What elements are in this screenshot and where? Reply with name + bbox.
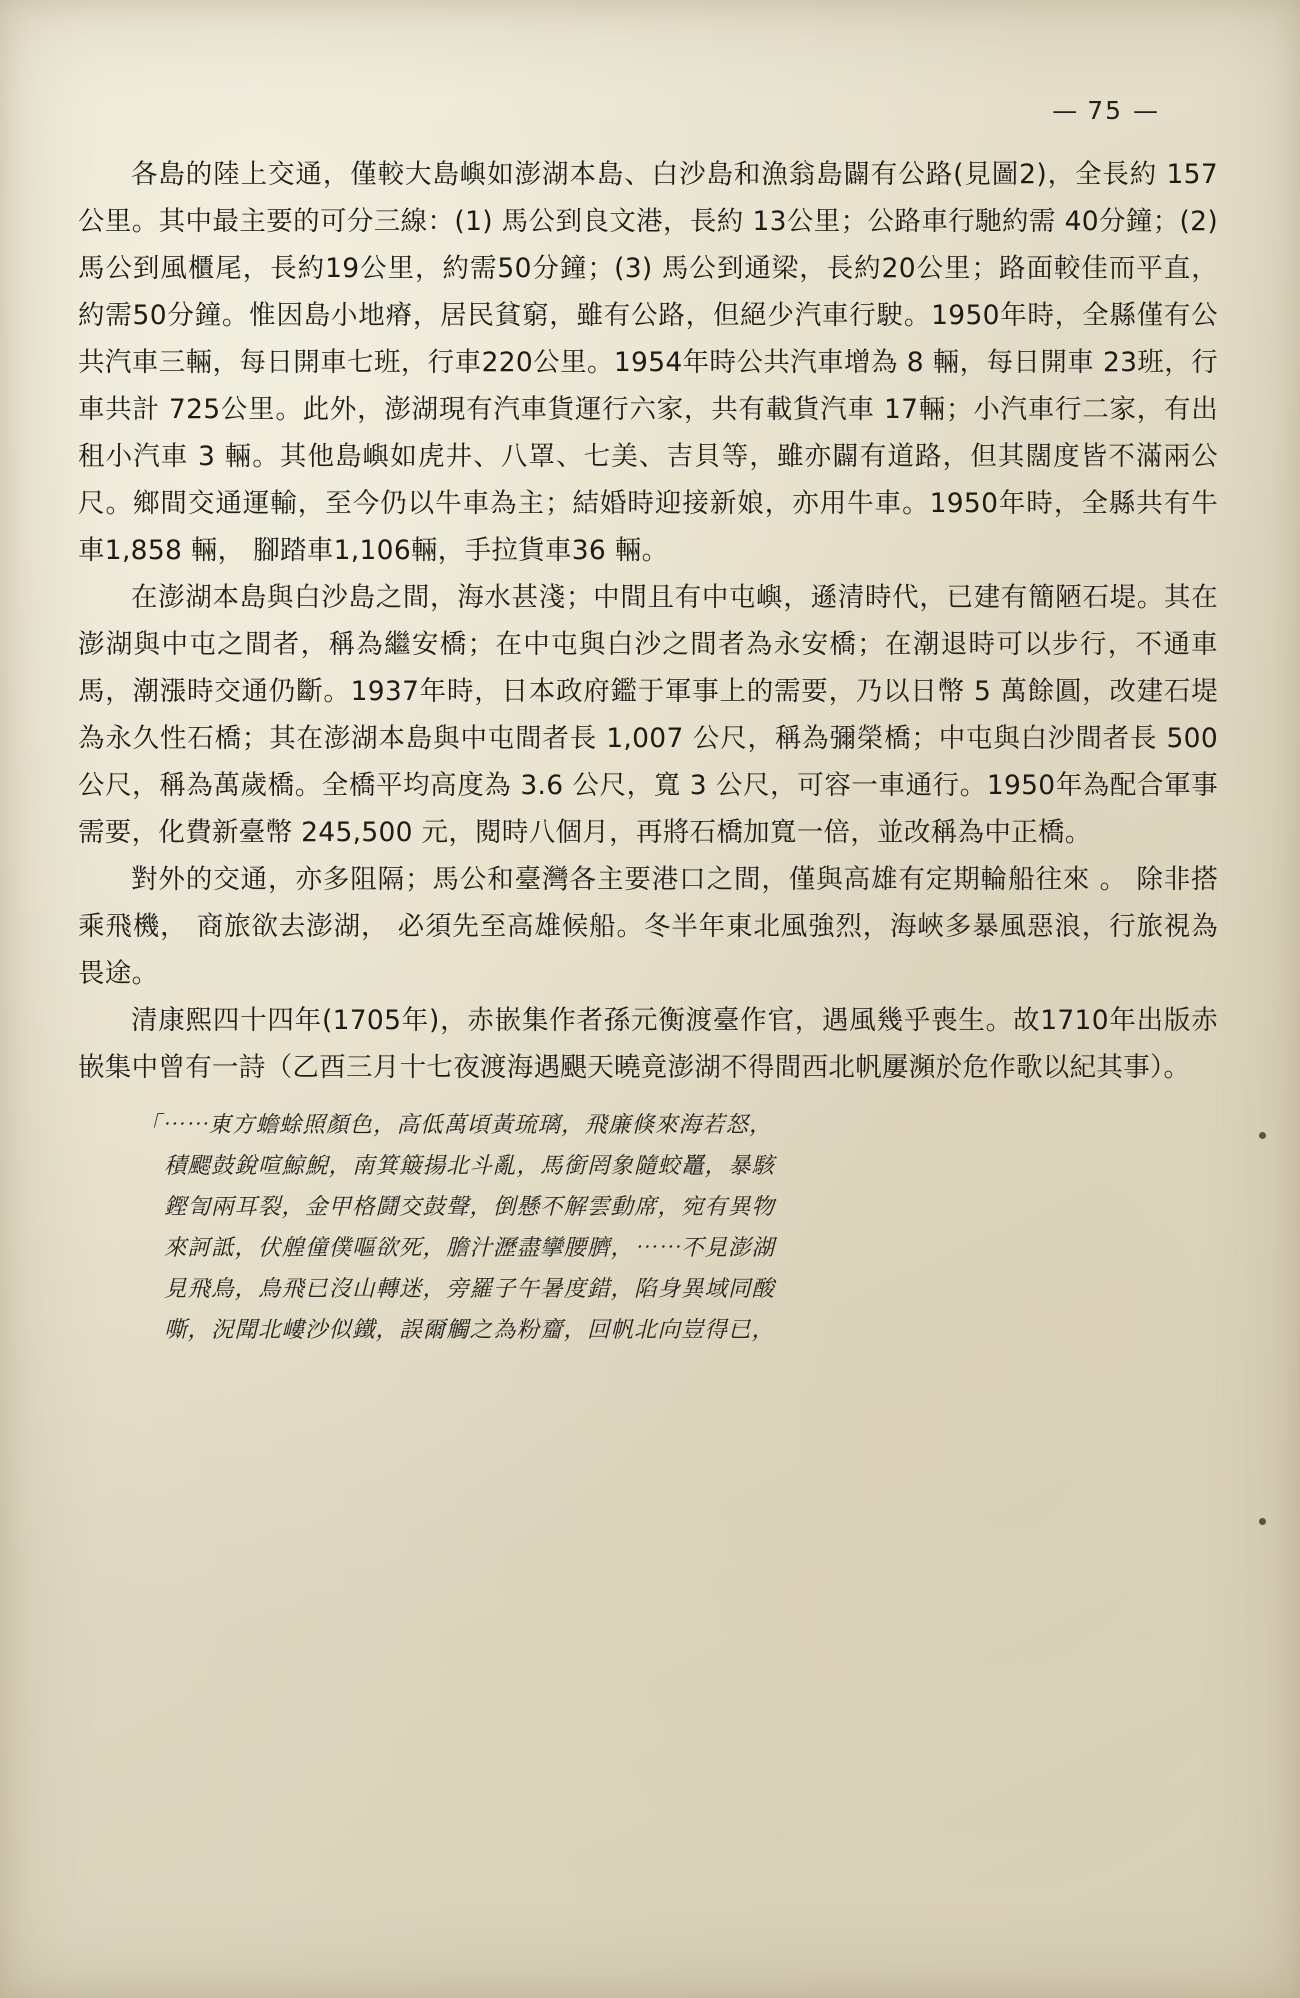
page-content bbox=[78, 96, 1218, 1351]
poem-line: 「⋯⋯東方蟾蜍照顏色，高低萬頃黃琉璃，飛廉倏來海若怒， bbox=[138, 1112, 773, 1138]
poem-line: 嘶，況聞北嶁沙似鐵，誤爾觸之為粉齏，回帆北向豈得已， bbox=[164, 1317, 776, 1343]
poem-line: 來訶詆，伏艎僮僕嘔欲死，膽汁瀝盡攣腰臍，⋯⋯不見澎湖 bbox=[164, 1235, 776, 1261]
paragraph-bridges: 在澎湖本島與白沙島之間，海水甚淺；中間且有中屯嶼，遜清時代，已建有簡陋石堤。其在澎湖與中屯之間者，稱為繼安橋；在中屯與白沙之間者為永安橋；在潮退時可以步行，不通車馬，潮漲時交通仍斷。1937年時，日本政府鑑于軍事上的需要，乃以日幣 5 萬餘圓，改建石堤為永久性石橋；其在澎湖本島與中屯間者長 1,007 公尺，稱為彌榮橋；中屯與白沙間者長 500 公尺，稱為萬歲橋。全橋平均高度為 3.6 公尺，寬 3 公尺，可容一車通行。1950年為配合軍事需要，化費新臺幣 245,500 元，閱時八個月，再將石橋加寬一倍，並改稱為中正橋。 bbox=[78, 582, 1218, 848]
poem-line: 積颸鼓銳喧鯨鯢，南箕簸揚北斗亂，馬銜罔象隨蛟鼉，暴駭 bbox=[164, 1153, 776, 1179]
margin-dot-upper bbox=[1259, 1132, 1266, 1139]
page-number-left-dash: — bbox=[1052, 96, 1078, 125]
paragraph-land-transport: 各島的陸上交通，僅較大島嶼如澎湖本島、白沙島和漁翁島闢有公路(見圖2)，全長約 157 公里。其中最主要的可分三線：(1) 馬公到良文港，長約 13公里；公路車行馳約需 40分鐘；(2) 馬公到風櫃尾，長約19公里，約需50分鐘；(3) 馬公到通梁，長約20公里；路面較佳而平直，約需50分鐘。惟因島小地瘠，居民貧窮，雖有公路，但絕少汽車行駛。1950年時，全縣僅有公共汽車三輛，每日開車七班，行車220公里。1954年時公共汽車增為 8 輛，每日開車 23班，行車共計 725公里。此外，澎湖現有汽車貨運行六家，共有載貨汽車 17輛；小汽車行二家，有出租小汽車 3 輛。其他島嶼如虎井、八罩、七美、吉貝等，雖亦闢有道路，但其闊度皆不滿兩公尺。鄉間交通運輸，至今仍以牛車為主；結婚時迎接新娘，亦用牛車。1950年時，全縣共有牛車1,858 輛， 腳踏車1,106輛，手拉貨車36 輛。 bbox=[78, 159, 1218, 566]
quoted-poem bbox=[78, 1105, 1218, 1351]
poem-line: 鏗訇兩耳裂，金甲格鬪交鼓聲，倒懸不解雲動席，宛有異物 bbox=[164, 1194, 776, 1220]
paragraph-qing-kangxi: 清康熙四十四年(1705年)，赤嵌集作者孫元衡渡臺作官，遇風幾乎喪生。故1710年出版赤嵌集中曾有一詩（乙酉三月十七夜渡海遇颶天曉竟澎湖不得間西北帆屢瀕於危作歌以紀其事）。 bbox=[78, 1005, 1218, 1083]
body-text-block bbox=[78, 151, 1218, 1091]
page-number: 75 bbox=[1087, 96, 1124, 125]
poem-line: 見飛鳥，鳥飛已沒山轉迷，旁羅子午暑度錯，陷身異域同酸 bbox=[164, 1276, 776, 1302]
margin-dot-lower bbox=[1259, 1518, 1266, 1525]
paragraph-external-transport: 對外的交通，亦多阻隔；馬公和臺灣各主要港口之間，僅與高雄有定期輪船往來 。 除非搭乘飛機， 商旅欲去澎湖， 必須先至高雄候船。冬半年東北風強烈，海峽多暴風惡浪，行旅視為畏途。 bbox=[78, 864, 1218, 989]
page-number-right-dash: — bbox=[1133, 96, 1158, 125]
page-number-header bbox=[78, 96, 1218, 125]
